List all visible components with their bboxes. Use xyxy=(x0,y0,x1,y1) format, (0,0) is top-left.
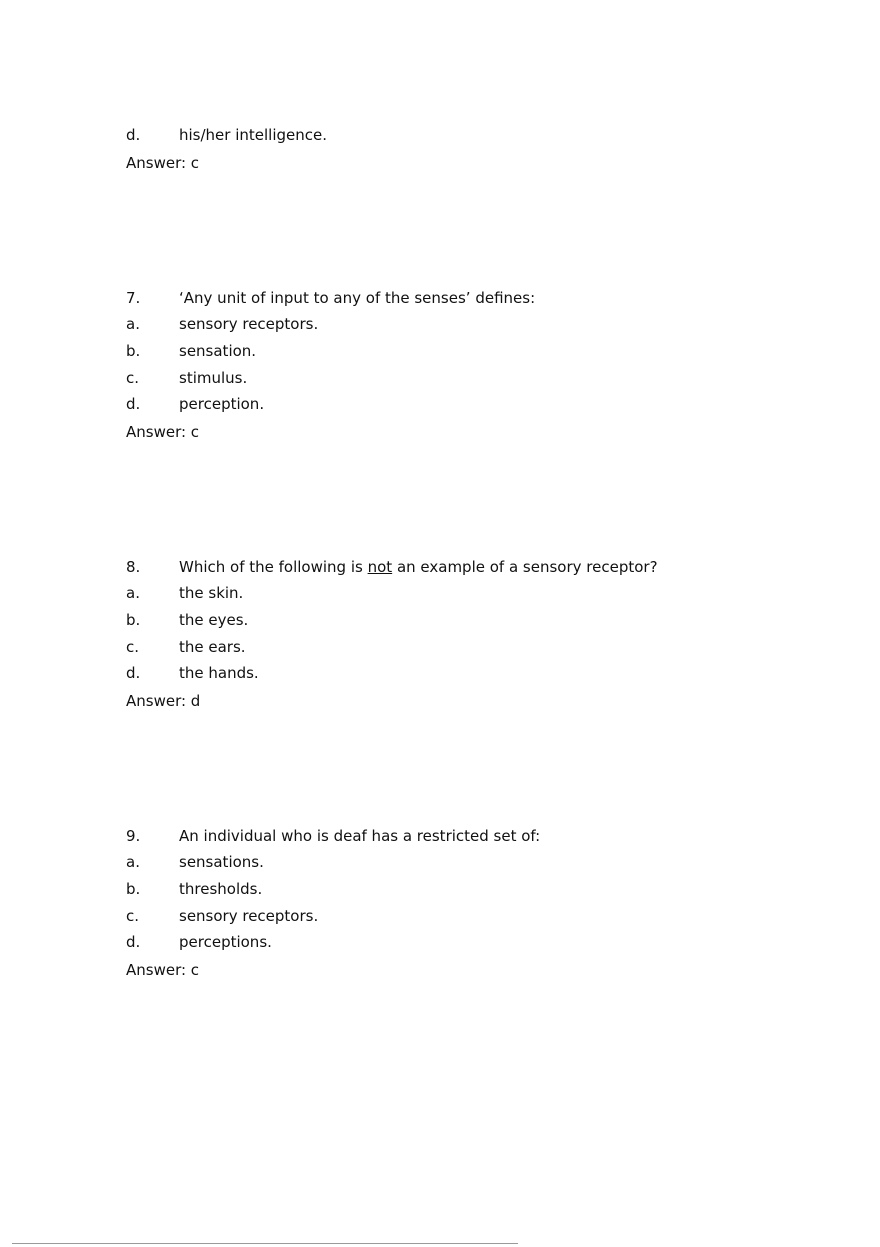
option-text: perception. xyxy=(179,395,265,413)
option-text: sensory receptors. xyxy=(179,907,319,925)
q8-answer: Answer: d xyxy=(126,692,201,710)
option-letter: a. xyxy=(126,584,140,602)
q9-option-a xyxy=(126,852,264,872)
option-letter: a. xyxy=(126,315,140,333)
q7-option-c xyxy=(126,368,247,388)
option-text: his/her intelligence. xyxy=(179,126,328,144)
question-text: An individual who is deaf has a restricted set of: xyxy=(179,827,541,845)
option-letter: d. xyxy=(126,933,141,951)
option-letter: d. xyxy=(126,395,141,413)
option-letter: d. xyxy=(126,126,141,144)
option-letter: b. xyxy=(126,342,141,360)
q8-option-d xyxy=(126,663,259,683)
option-text: sensations. xyxy=(179,853,264,871)
question-9 xyxy=(126,826,540,846)
q7-answer: Answer: c xyxy=(126,423,200,441)
option-letter: c. xyxy=(126,907,140,925)
option-text: thresholds. xyxy=(179,880,263,898)
option-text: the eyes. xyxy=(179,611,249,629)
option-letter: d. xyxy=(126,664,141,682)
q9-answer: Answer: c xyxy=(126,961,200,979)
option-letter: b. xyxy=(126,880,141,898)
option-text: the skin. xyxy=(179,584,244,602)
question-text: ‘Any unit of input to any of the senses’ defines: xyxy=(179,289,536,307)
option-letter: c. xyxy=(126,369,140,387)
footer-divider xyxy=(12,1243,518,1244)
q9-option-c xyxy=(126,906,318,926)
q9-option-d xyxy=(126,932,272,952)
question-text-end: an example of a sensory receptor? xyxy=(392,558,658,576)
option-letter: b. xyxy=(126,611,141,629)
q8-option-c xyxy=(126,637,246,657)
option-text: perceptions. xyxy=(179,933,272,951)
question-number: 7. xyxy=(126,289,141,307)
question-emphasis: not xyxy=(367,558,393,576)
option-text: sensory receptors. xyxy=(179,315,319,333)
option-letter: a. xyxy=(126,853,140,871)
option-text: the hands. xyxy=(179,664,259,682)
q9-option-b xyxy=(126,879,262,899)
question-7 xyxy=(126,288,535,308)
q7-option-a xyxy=(126,314,318,334)
q7-option-d xyxy=(126,394,264,414)
question-8 xyxy=(126,557,658,577)
option-text: the ears. xyxy=(179,638,246,656)
fragment-answer: Answer: c xyxy=(126,154,200,172)
option-text: sensation. xyxy=(179,342,257,360)
fragment-option-d xyxy=(126,125,327,145)
q8-option-a xyxy=(126,583,243,603)
option-letter: c. xyxy=(126,638,140,656)
question-number: 8. xyxy=(126,558,141,576)
q8-option-b xyxy=(126,610,248,630)
q7-option-b xyxy=(126,341,256,361)
option-text: stimulus. xyxy=(179,369,248,387)
question-text-start: Which of the following is xyxy=(179,558,368,576)
question-text xyxy=(179,558,658,576)
question-number: 9. xyxy=(126,827,141,845)
